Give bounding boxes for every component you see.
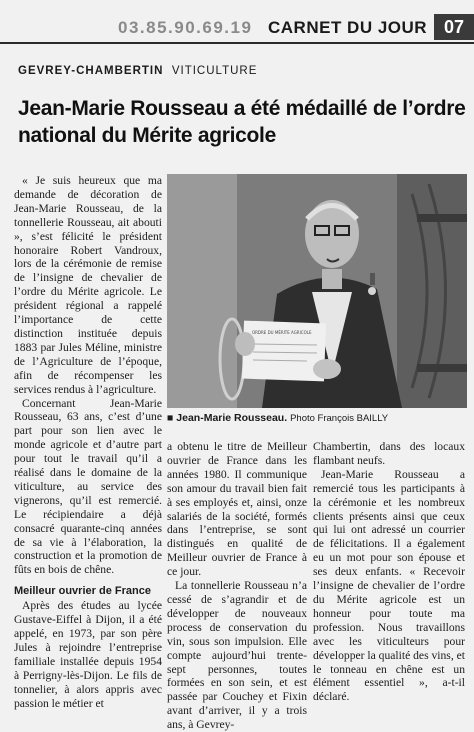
page-number: 07 xyxy=(434,14,474,40)
caption-name: Jean-Marie Rousseau. xyxy=(176,412,288,424)
paragraph: La tonnellerie Rousseau n’a cessé de s’agrandir et de développer de nouveaux process de conservation du vin, sous son impulsion. Elle compte aujourd’hui trente-sept personnes, toutes formées en son sein, et est passée par Couchey et Fixin avant d’arriver, il y a trois ans, à Gevrey- xyxy=(167,579,307,732)
diploma-title: ORDRE DU MÉRITE AGRICOLE xyxy=(252,330,312,335)
article-column-1 xyxy=(14,174,162,710)
article-headline: Jean-Marie Rousseau a été médaillé de l’ordre national du Mérite agricole xyxy=(18,97,466,147)
article-photo xyxy=(167,174,467,408)
phone-number: 03.85.90.69.19 xyxy=(118,18,253,37)
article-column-2 xyxy=(167,440,307,732)
kicker-category: VITICULTURE xyxy=(171,65,258,77)
header-rule xyxy=(0,42,474,44)
portrait-photo-illustration xyxy=(167,174,467,408)
paragraph: Concernant Jean-Marie Rousseau, 63 ans, c’est d’une part pour son lien avec le monde agricole et d’autre part pour tout le travail qu’il a réalisé dans le domaine de la viticulture, au service des vignerons, qu’il est remercié. Le récipiendaire a déjà consacré quarante-cinq années de sa vie à l’élaboration, la construction et la promotion de fûts en bois de chêne. xyxy=(14,396,162,577)
article-column-3 xyxy=(313,440,465,704)
paragraph: Chambertin, dans des locaux flambant neufs. xyxy=(313,440,465,467)
paragraph: a obtenu le titre de Meilleur ouvrier de France dans les années 1980. Il communique son amour du travail bien fait à ses employés et, ainsi, onze salariés de la société, formés dans l’entreprise, se sont distingués en qualité de Meilleur ouvrier de France à ce jour. xyxy=(167,440,307,579)
caption-credit: Photo François BAILLY xyxy=(290,413,389,424)
paragraph: « Je suis heureux que ma demande de décoration de Jean-Marie Rousseau, de la tonnellerie Rousseau, ait abouti », s’est félicité le président honoraire Robert Vandroux, lors de la cérémonie de remise de l’insigne de chevalier de l’ordre du Mérite agricole. Le président régional a rappelé l’importance de cette distinction instituée depuis 1883 par Jules Méline, ministre de l’Agriculture de l’époque, afin de récompenser les services rendus à l’agriculture. xyxy=(14,174,162,396)
paragraph: Après des études au lycée Gustave-Eiffel à Dijon, il a été appelé, en 1973, par son père Jules à rejoindre l’entreprise familiale installée depuis 1954 à Perrigny-lès-Dijon. Le fils de tonnelier, à alors appris avec passion le métier et xyxy=(14,599,162,710)
photo-caption xyxy=(167,412,467,424)
caption-marker: ■ xyxy=(167,412,177,424)
article-subhead: Meilleur ouvrier de France xyxy=(14,585,151,598)
kicker-location: GEVREY-CHAMBERTIN xyxy=(18,65,164,77)
section-title: CARNET DU JOUR xyxy=(268,18,428,37)
page-header xyxy=(0,0,474,44)
article-kicker xyxy=(18,65,257,77)
paragraph: Jean-Marie Rousseau a remercié tous les participants à la cérémonie et les nombreux clients présents ainsi que ceux qui lui ont adressé un courrier de félicitations. Il a également eu un mot pour son épouse et ses deux enfants. « Recevoir l’insigne de chevalier de l’ordre du Mérite agricole est un honneur pour toute ma profession. Nous travaillons avec les viticulteurs pour développer la qualité des vins, et le tonneau en chêne est un élément essentiel », a-t-il déclaré. xyxy=(313,467,465,704)
